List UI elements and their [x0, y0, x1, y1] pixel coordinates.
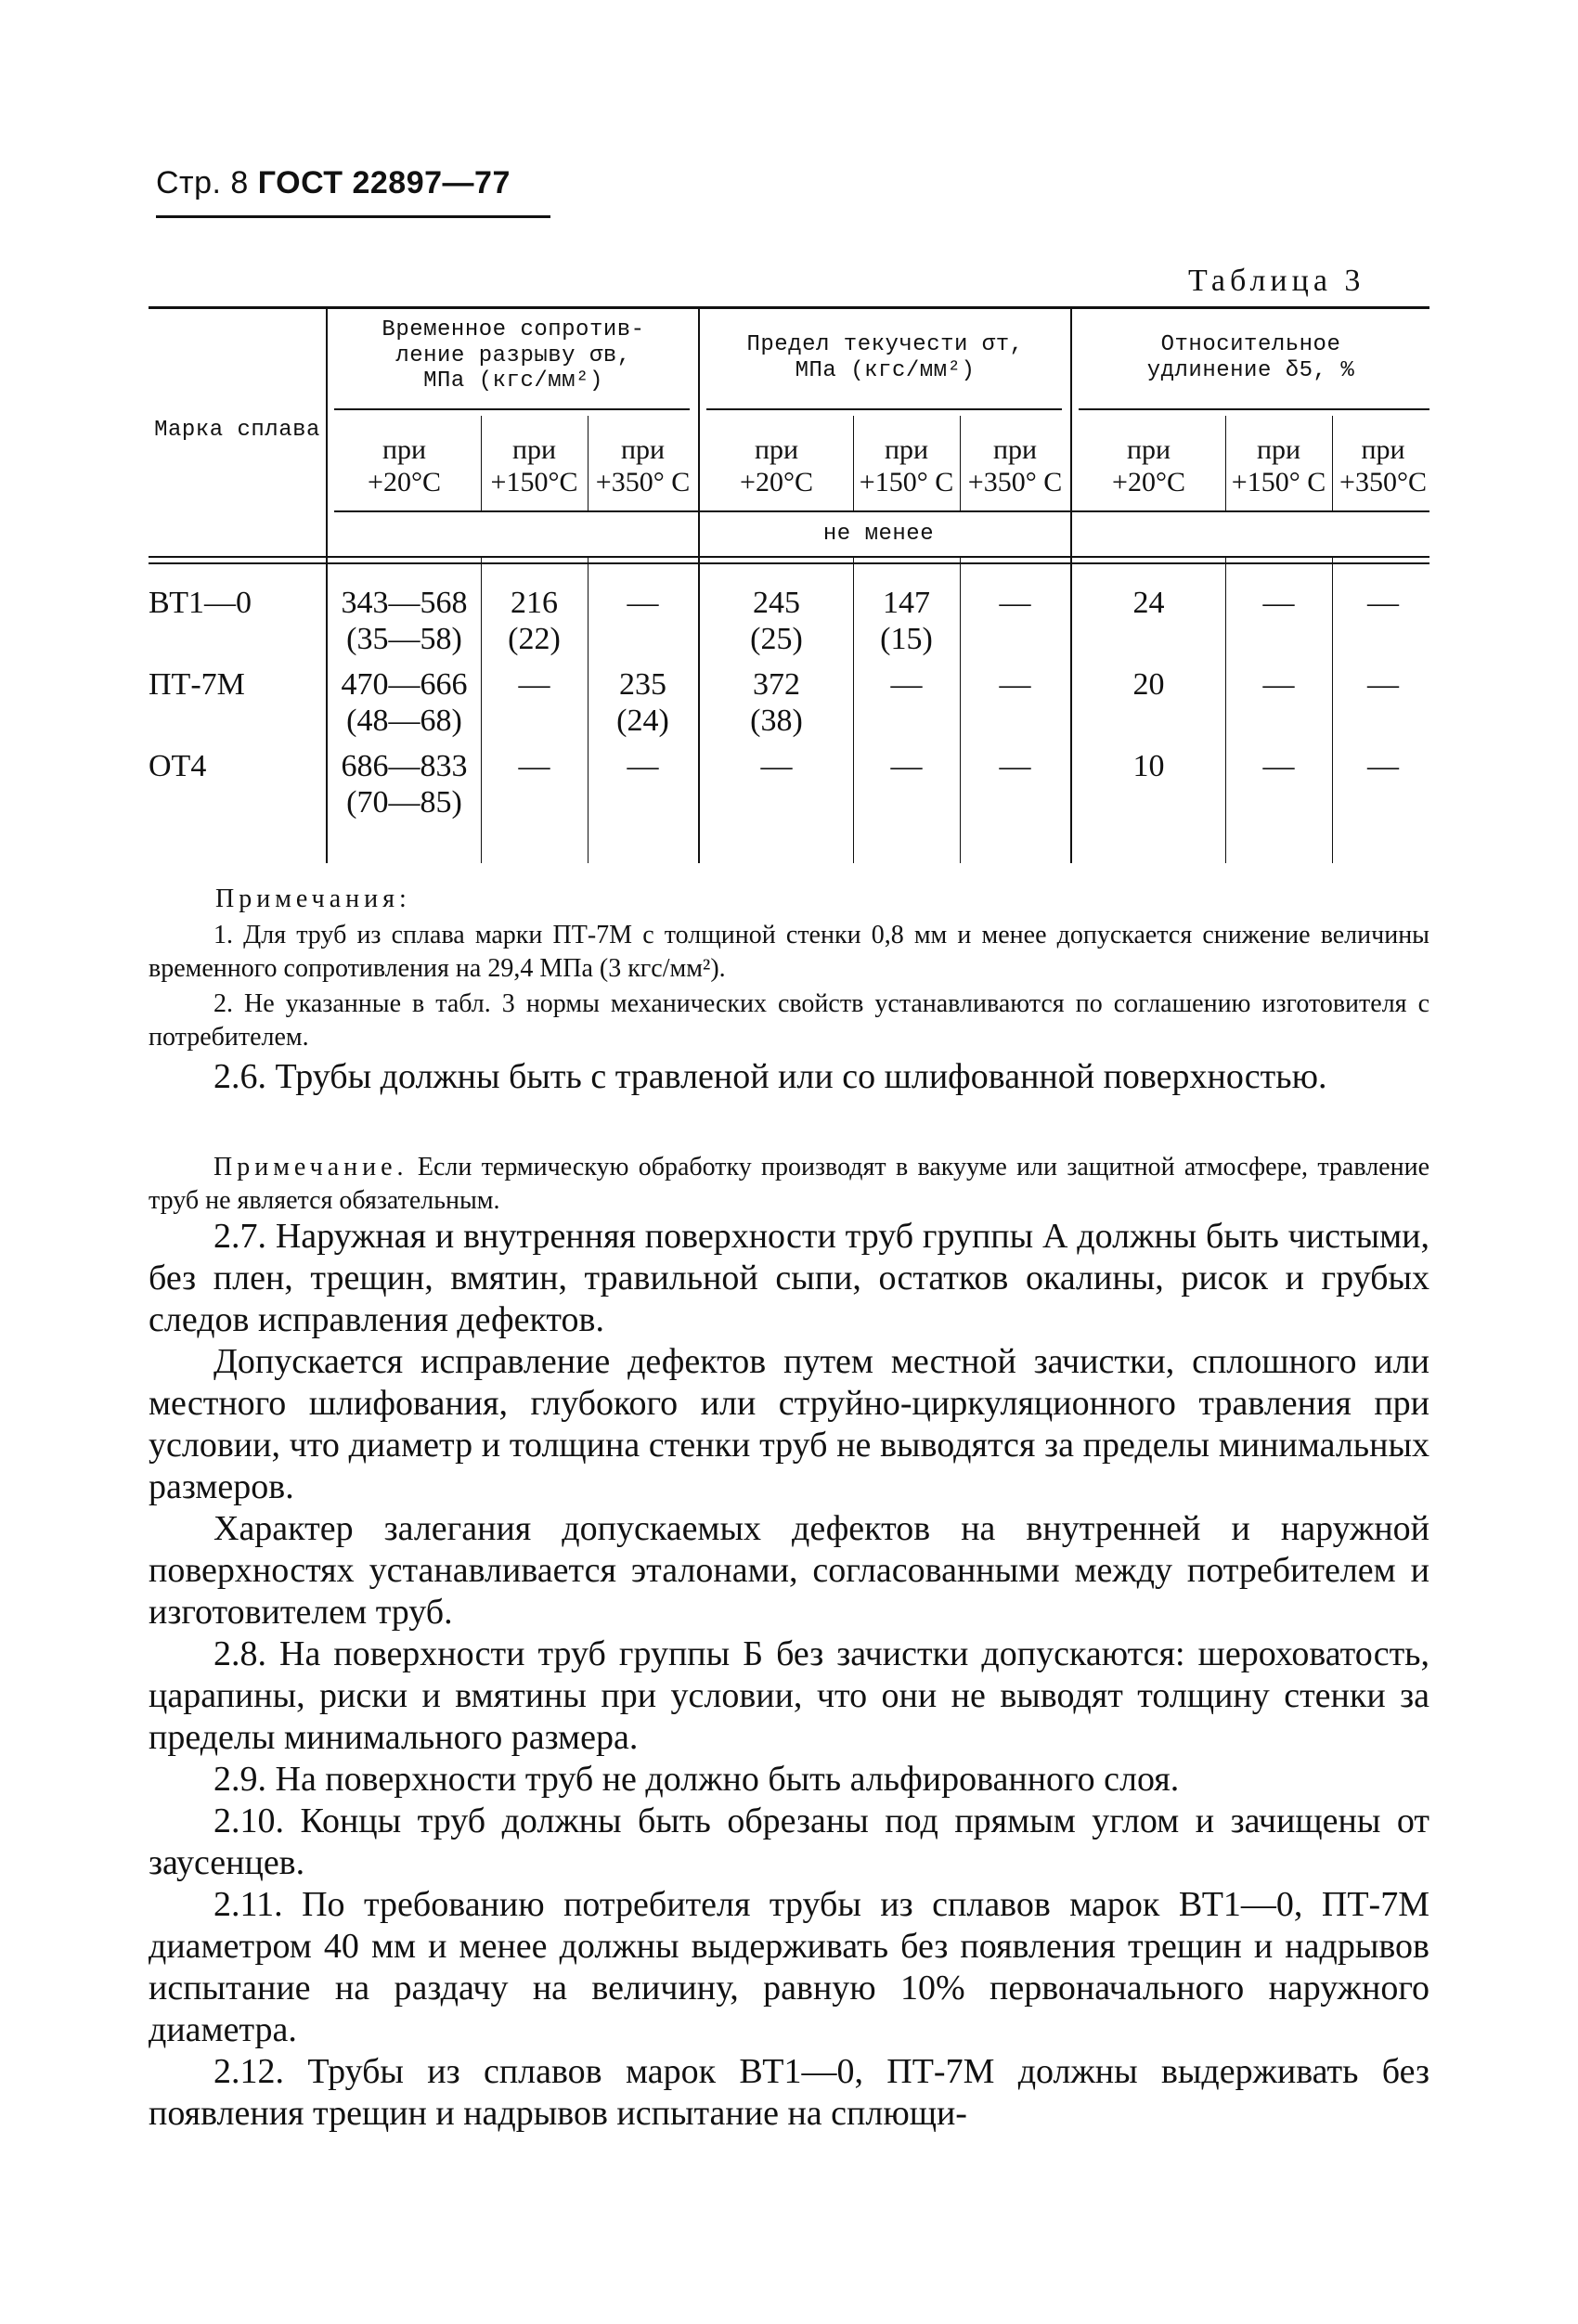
- table-cell: —: [627, 749, 659, 783]
- table-note-1: 1. Для труб из сплава марки ПТ-7М с толщиной стенки 0,8 мм и менее допускается снижение величины временного сопротивления на 29,4 МПа (3 кгс/мм²).: [149, 921, 1429, 983]
- table-cell: —: [1262, 667, 1295, 702]
- page-label: Стр. 8: [156, 165, 249, 200]
- table-note-2: 2. Не указанные в табл. 3 нормы механических свойств устанавливаются по соглашению изготовителя с потребителем.: [149, 989, 1429, 1052]
- clause-2-11: 2.11. По требованию потребителя трубы из сплавов марок ВТ1—0, ПТ-7М диаметром 40 мм и менее должны выдерживать без появления трещин и надрывов испытание на раздачу на величину, равную 10% первоначального наружного диаметра.: [149, 1885, 1429, 2049]
- temp-header: при +20°С: [1112, 434, 1185, 497]
- row-mark: ПТ-7М: [149, 667, 245, 702]
- clause-2-8: 2.8. На поверхности труб группы Б без зачистки допускаются: шероховатость, царапины, риски и вмятины при условии, что они не выводят толщину стенки за пределы минимального размера.: [149, 1634, 1429, 1757]
- notes-title: Примечания:: [215, 884, 411, 913]
- table-cell: 235 (24): [616, 667, 669, 739]
- temp-header: при +350°С: [1339, 434, 1427, 497]
- table-notes: [215, 882, 1429, 917]
- clause-2-7-para-3: Характер залегания допускаемых дефектов на внутренней и наружной поверхностях устанавливается эталонами, согласованными между потребителем и изготовителем труб.: [149, 1509, 1429, 1632]
- table-caption: Таблица 3: [1188, 264, 1365, 298]
- table-cell: —: [1262, 749, 1295, 783]
- temp-header: при +350° С: [595, 434, 691, 497]
- temp-header: при +350° С: [967, 434, 1063, 497]
- table-cell: —: [518, 667, 550, 702]
- temp-header: при +150° С: [859, 434, 954, 497]
- table-cell: 245 (25): [750, 586, 803, 657]
- note-label: Примечание.: [213, 1153, 408, 1181]
- table-cell: —: [1262, 586, 1295, 620]
- note-text: Если термическую обработку производят в вакууме или защитной атмосфере, травление труб не является обязательным.: [149, 1153, 1429, 1215]
- temp-header: при +20°С: [740, 434, 813, 497]
- clause-2-9: 2.9. На поверхности труб не должно быть альфированного слоя.: [213, 1760, 1180, 1799]
- table-cell: —: [999, 586, 1031, 620]
- header-rule: [156, 215, 550, 218]
- note-2-6: [149, 1151, 1429, 1218]
- table-cell: —: [890, 749, 923, 783]
- col-mark-header: Марка сплава: [154, 418, 320, 443]
- group-header-elongation: Относительное удлинение δ5, %: [1146, 332, 1355, 383]
- table-cell: —: [999, 667, 1031, 702]
- table-cell: —: [999, 749, 1031, 783]
- table-cell: —: [1367, 667, 1399, 702]
- table-3: [149, 306, 1429, 863]
- table-cell: 20: [1132, 667, 1165, 702]
- table-cell: —: [1367, 749, 1399, 783]
- temp-header: при +150° С: [1231, 434, 1326, 497]
- table-cell: —: [518, 749, 550, 783]
- table-cell: 10: [1132, 749, 1165, 783]
- table-cell: —: [760, 749, 793, 783]
- table-cell: —: [890, 667, 923, 702]
- table-cell: 216 (22): [508, 586, 561, 657]
- table-cell: 372 (38): [750, 667, 803, 739]
- table-cell: —: [1367, 586, 1399, 620]
- table-cell: 470—666 (48—68): [341, 667, 468, 739]
- row-mark: ВТ1—0: [149, 586, 252, 620]
- clause-2-7: [149, 1216, 1429, 2135]
- clause-2-7-para-1: 2.7. Наружная и внутренняя поверхности труб группы А должны быть чистыми, без плен, трещин, вмятин, травильной сыпи, остатков окалины, рисок и грубых следов исправления дефектов.: [149, 1217, 1429, 1339]
- ne-menee-label: не менее: [822, 522, 935, 547]
- table-cell: —: [627, 586, 659, 620]
- table-cell: 686—833 (70—85): [341, 749, 468, 820]
- clause-2-7-para-2: Допускается исправление дефектов путем местной зачистки, сплошного или местного шлифования, глубокого или струйно-циркуляционного травления при условии, что диаметр и толщина стенки труб не выводятся за пределы минимальных размеров.: [149, 1342, 1429, 1506]
- temp-header: при +150°С: [490, 434, 578, 497]
- clause-2-12: 2.12. Трубы из сплавов марок ВТ1—0, ПТ-7М должны выдерживать без появления трещин и надрывов испытание на сплющи-: [149, 2052, 1429, 2133]
- temp-header: при +20°С: [368, 434, 441, 497]
- table-cell: 24: [1132, 586, 1165, 620]
- group-header-yield: Предел текучести σт, МПа (кгс/мм²): [746, 332, 1024, 383]
- running-head: [156, 165, 511, 201]
- table-cell: 147 (15): [880, 586, 933, 657]
- gost-number: ГОСТ 22897—77: [257, 165, 511, 200]
- group-header-tensile: Временное сопротив- ление разрыву σв, МПа (кгс/мм²): [382, 317, 645, 394]
- table-cell: 343—568 (35—58): [341, 586, 468, 657]
- clause-2-6: 2.6. Трубы должны быть с травленой или со шлифованной поверхностью.: [213, 1057, 1327, 1096]
- clause-2-10: 2.10. Концы труб должны быть обрезаны под прямым углом и зачищены от заусенцев.: [149, 1801, 1429, 1882]
- row-mark: ОТ4: [149, 749, 207, 783]
